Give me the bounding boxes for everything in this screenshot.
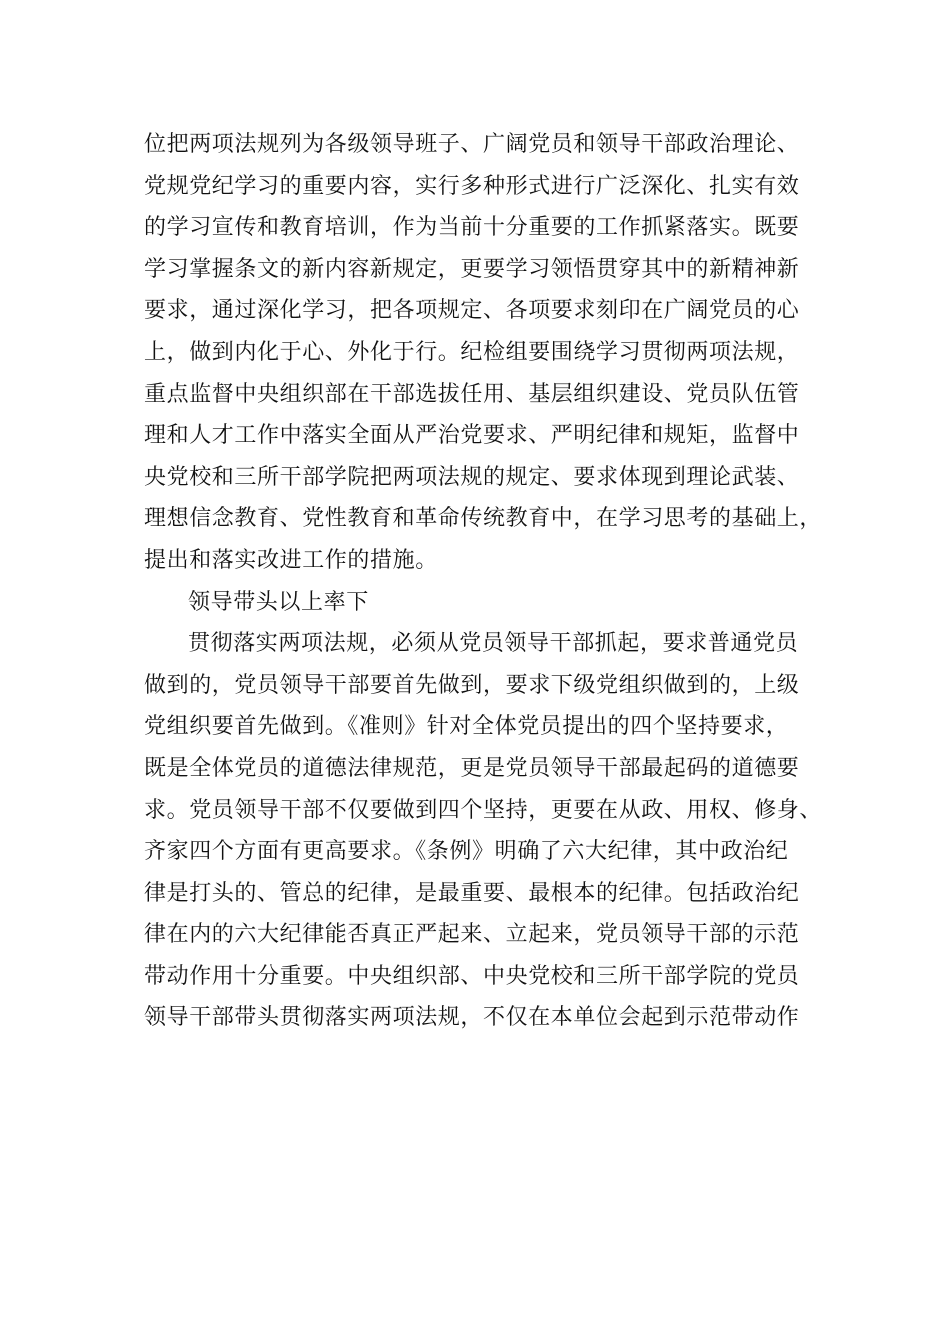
text-line: 学习掌握条文的新内容新规定，更要学习领悟贯穿其中的新精神新	[144, 256, 800, 282]
text-line: 贯彻落实两项法规，必须从党员领导干部抓起，要求普通党员	[188, 631, 799, 657]
text-line: 既是全体党员的道德法律规范，更是党员领导干部最起码的道德要	[144, 755, 800, 781]
text-line: 提出和落实改进工作的措施。	[144, 547, 438, 573]
text-line: 位把两项法规列为各级领导班子、广阔党员和领导干部政治理论、	[144, 132, 800, 157]
paragraph-1	[144, 124, 824, 582]
text-line: 齐家四个方面有更高要求。《条例》明确了六大纪律，其中政治纪	[144, 839, 789, 865]
section-heading	[144, 582, 824, 624]
text-line: 做到的，党员领导干部要首先做到，要求下级党组织做到的，上级	[144, 672, 800, 698]
section-heading-text: 领导带头以上率下	[188, 589, 369, 615]
text-line: 重点监督中央组织部在干部选拔任用、基层组织建设、党员队伍管	[144, 381, 800, 407]
text-line: 律在内的六大纪律能否真正严起来、立起来，党员领导干部的示范	[144, 922, 800, 948]
text-line: 带动作用十分重要。中央组织部、中央党校和三所干部学院的党员	[144, 963, 800, 989]
text-line: 求。党员领导干部不仅要做到四个坚持，更要在从政、用权、修身、	[144, 797, 823, 823]
text-line: 的学习宣传和教育培训，作为当前十分重要的工作抓紧落实。既要	[144, 215, 800, 241]
text-line: 党组织要首先做到。《准则》针对全体党员提出的四个坚持要求，	[144, 714, 789, 740]
text-line: 上，做到内化于心、外化于行。纪检组要围绕学习贯彻两项法规，	[144, 339, 800, 365]
document-body	[144, 124, 824, 1039]
text-line: 律是打头的、管总的纪律，是最重要、最根本的纪律。包括政治纪	[144, 880, 800, 906]
text-line: 领导干部带头贯彻落实两项法规，不仅在本单位会起到示范带动作	[144, 1005, 800, 1031]
text-line: 理和人才工作中落实全面从严治党要求、严明纪律和规矩，监督中	[144, 423, 800, 449]
text-line: 要求，通过深化学习，把各项规定、各项要求刻印在广阔党员的心	[144, 298, 800, 324]
paragraph-2	[144, 623, 824, 1039]
text-line: 理想信念教育、党性教育和革命传统教育中，在学习思考的基础上，	[144, 506, 823, 532]
text-line: 央党校和三所干部学院把两项法规的规定、要求体现到理论武装、	[144, 464, 800, 490]
text-line: 党规党纪学习的重要内容，实行多种形式进行广泛深化、扎实有效	[144, 173, 800, 199]
